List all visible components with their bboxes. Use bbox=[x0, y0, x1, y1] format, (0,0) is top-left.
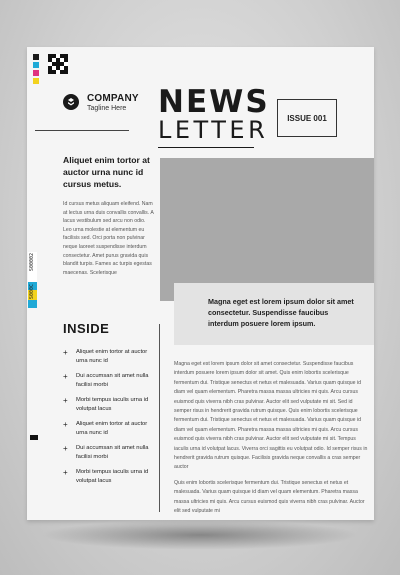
barcode-top-bg bbox=[28, 252, 37, 282]
lead-body: Id cursus metus aliquam eleifend. Nam at lectus urna duis convallis convallis. A lacus vestibulum sed arcu non odio. Leo urna molestie at elementum eu facilisis sed. Orci porta non pulvinar neque laoreet suspendisse interdum consectetur. Amet purus gravida quis blandit turpis. Fames ac turpis egestas maecenas. Scelerisque bbox=[63, 201, 154, 276]
lead-headline: Aliquet enim tortor at auctor urna nunc id cursus metus. bbox=[63, 155, 150, 189]
color-swatch-yellow bbox=[33, 78, 39, 84]
article-paragraph: Magna eget est lorem ipsum dolor sit amet consectetur. Suspendisse faucibus interdum posuere lorem ipsum dolor sit amet. Quis enim lobortis scelerisque fermentum dui. Tristique senectus et netus et malesuada. Varius quam quisque id diam vel quam elementum. Pharetra massa massa ultricies mi quis. Arcu cursus euismod quis viverra nibh cras pulvinar. Auctor elit sed vulputate mi sit. Sed id semper risus in hendrerit gravida rutrum quisque. Quis enim lobortis scelerisque fermentum dui. Tristique senectus et netus et malesuada. Varius quam quisque id diam vel quam elementum. Pharetra massa massa ultricies mi quis. Arcu cursus euismod quis viverra nibh cras pulvinar. Auctor elit sed vulputate mi sit. Tempus iaculis urna id volutpat lacus. Viverra orci sagittis eu volutpat odio. Id semper risus in hendrerit gravida rutrum quisque. Facilisis gravida neque convallis a cras semper auctor bbox=[174, 361, 368, 471]
barcode-bottom-bg bbox=[28, 282, 37, 308]
inside-item-text: Dui accumsan sit amet nulla facilisi morbi bbox=[76, 373, 149, 388]
inside-item-text: Aliquet enim tortor at auctor urna nunc id bbox=[76, 421, 148, 436]
plus-icon: + bbox=[63, 348, 68, 357]
qr-code-icon bbox=[48, 54, 68, 74]
pullquote-text: Magna eget est lorem ipsum dolor sit amet consectetur. Suspendisse faucibus interdum posuere lorem ipsum. bbox=[208, 297, 354, 328]
masthead-letter: LETTER bbox=[158, 116, 269, 144]
issue-box bbox=[277, 99, 337, 137]
photo-placeholder bbox=[160, 158, 374, 301]
article-paragraph: Quis enim lobortis scelerisque fermentum dui. Tristique senectus et netus et malesuada. Varius quam quisque id diam vel quam elementum. Pharetra massa massa ultricies mi quis. Arcu cursus euismod quis viverra nibh cras pulvinar. Auctor elit sed vulputate mi bbox=[174, 479, 365, 515]
color-swatch-key bbox=[33, 54, 39, 60]
plus-icon: + bbox=[63, 396, 68, 405]
masthead-news: NEWS bbox=[158, 84, 270, 120]
plus-icon: + bbox=[63, 444, 68, 453]
inside-item-text: Morbi tempus iaculis urna id volutpat lacus bbox=[76, 397, 149, 412]
barcode-top-text: S00002 bbox=[29, 253, 35, 272]
inside-item-text: Dui accumsan sit amet nulla facilisi morbi bbox=[76, 445, 149, 460]
column-divider bbox=[159, 324, 160, 512]
plus-icon: + bbox=[63, 420, 68, 429]
barcode-bottom-text: S000C bbox=[29, 284, 35, 300]
plus-icon: + bbox=[63, 372, 68, 381]
inside-item-text: Morbi tempus iaculis urna id volutpat lacus bbox=[76, 469, 149, 484]
color-swatch-magenta bbox=[33, 70, 39, 76]
inside-heading: INSIDE bbox=[63, 321, 110, 336]
article-body bbox=[174, 360, 368, 520]
company-logo-icon bbox=[63, 94, 79, 110]
company-tagline: Tagline Here bbox=[87, 105, 127, 112]
logo-mark-icon bbox=[66, 97, 76, 107]
inside-item-text: Aliquet enim tortor at auctor urna nunc id bbox=[76, 349, 148, 364]
divider-left bbox=[35, 130, 129, 131]
plus-icon: + bbox=[63, 468, 68, 477]
issue-label: ISSUE 001 bbox=[287, 113, 327, 123]
color-swatch-cyan bbox=[33, 62, 39, 68]
company-name: COMPANY bbox=[87, 93, 139, 104]
print-registration-mark bbox=[30, 435, 38, 440]
print-barcode bbox=[28, 252, 37, 312]
masthead-underline bbox=[158, 147, 254, 148]
page-shadow bbox=[40, 520, 360, 550]
newsletter-page bbox=[27, 47, 374, 520]
